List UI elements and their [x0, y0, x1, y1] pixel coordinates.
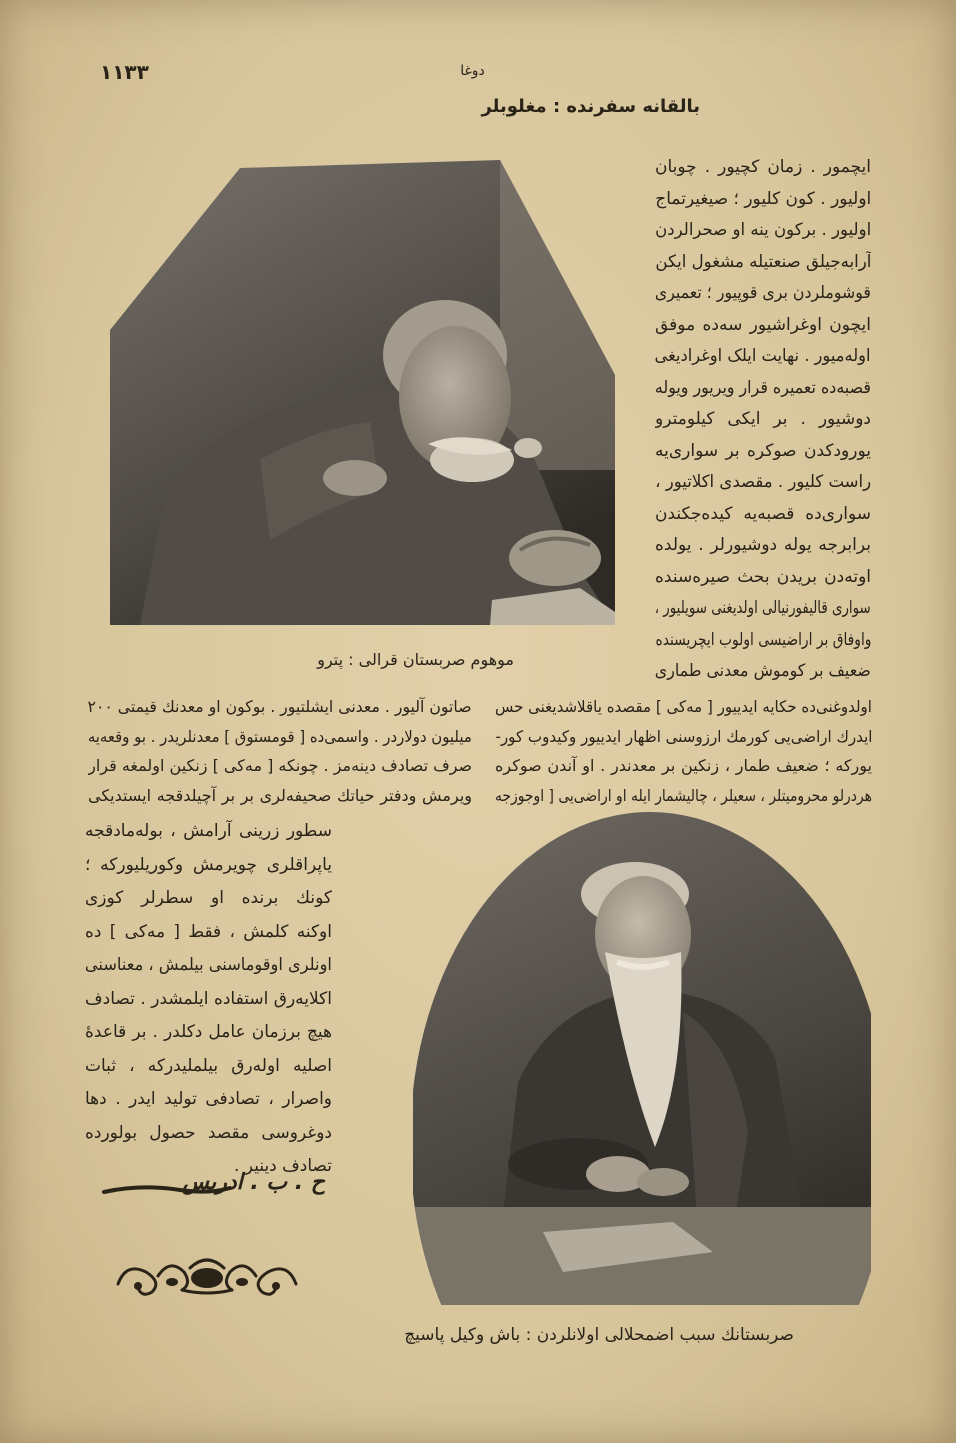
- text-line-content: اوله‌میور . نهایت ایلک اوغرادیغی: [655, 346, 871, 366]
- text-line-content: اولیور . کون کلیور ؛ صیغیرتماج: [655, 188, 871, 209]
- text-line-content: واوفاق بر اراضیسی اولوب ایچریسنده: [655, 629, 871, 650]
- text-line-content: راست کلیور . مقصدی اکلاتیور ،: [655, 472, 871, 492]
- text-line: [495, 781, 872, 811]
- text-line-content: یاپراقلری چویرمش وکوریلیورکه ؛: [85, 854, 332, 875]
- text-line-content: اوکنه کلمش ، فقط [ مه‌کی ] ده: [85, 921, 332, 942]
- text-line: [655, 341, 871, 373]
- text-line-content: سواری‌ده قصبه‌یه کیده‌جکندن: [655, 503, 871, 524]
- text-line: [88, 692, 472, 722]
- left-paragraph-text: [88, 692, 472, 810]
- text-line: [655, 436, 871, 468]
- text-line: [85, 949, 332, 983]
- text-line: [655, 467, 871, 499]
- text-line: [655, 152, 871, 184]
- text-line-content: اکلایه‌رق استفاده ایلمشدر . تصادف: [85, 988, 332, 1009]
- text-line-content: اونلری اوقوماسنی بیلمش ، معناسنی: [85, 955, 332, 975]
- text-line: [85, 1050, 332, 1084]
- text-line-content: ایدرك اراضی‌یی کورمك ارزوسنی اظهار ایدییور وکیدوب کور-: [495, 726, 872, 746]
- text-line-content: ضعیف بر کوموش معدنی طماری: [655, 661, 871, 681]
- bottom-photo-caption: [402, 1320, 794, 1350]
- author-signature: [100, 1166, 325, 1208]
- text-line: [495, 692, 872, 722]
- text-line: [85, 815, 332, 849]
- text-line-content: اصلیه اوله‌رق بیلملیدرکه ، ثبات: [85, 1055, 332, 1076]
- text-line-content: ویرمش ودفتر حیاتك صحیفه‌لری بر بر آچیلدقجه ایستدیکی: [88, 785, 472, 805]
- decorative-ornament: [112, 1254, 302, 1300]
- text-line-content: واصرار ، تصادفی تولید ایدر . دها: [85, 1089, 332, 1109]
- text-line: [85, 882, 332, 916]
- text-line: [85, 1016, 332, 1050]
- text-line: [655, 562, 871, 594]
- text-line-content: ایچون اوغراشیور سه‌ده موفق: [655, 314, 871, 335]
- text-line-content: تصادف دینیر .: [234, 1156, 332, 1176]
- text-line-content: اوته‌دن بریدن بحث صیره‌سنده: [655, 566, 871, 587]
- text-line-content: صاتون آلیور . معدنی ایشلتیور . بوکون او معدنك قیمتی ۲۰۰: [88, 697, 472, 716]
- text-line: [655, 278, 871, 310]
- text-line-content: یورکه ؛ ضعیف طمار ، زنکین بر معدندر . او آندن صوکره: [495, 756, 872, 775]
- caption-text: [262, 645, 514, 675]
- text-line-content: هردرلو محرومیتلر ، سعیلر ، چالیشمار ایله او اراضی‌یی [ اوجوزجه: [495, 785, 872, 805]
- text-line: [655, 247, 871, 279]
- text-line: [85, 1083, 332, 1117]
- text-line-content: دوشیور . بر ایکی کیلومترو: [655, 409, 871, 429]
- left-column-text: [85, 815, 332, 1184]
- text-line: [655, 215, 871, 247]
- text-line: [85, 983, 332, 1017]
- text-line: [655, 404, 871, 436]
- text-line: [655, 373, 871, 405]
- article-title-text: [455, 96, 700, 117]
- text-line-content: اولیور . برکون ینه او صحرالردن: [655, 220, 871, 240]
- text-line-content: ایچمور . زمان کچیور . چوبان: [655, 157, 871, 177]
- text-line-content: اولدوغنی‌ده حکایه ایدییور [ مه‌کی ] مقصده یاقلاشدیغنی حس: [495, 697, 872, 716]
- text-line-content: آرابه‌جیلق صنعتیله مشغول ایکن: [655, 251, 871, 272]
- right-column-text: [655, 152, 871, 688]
- text-line-content: کونك برنده او سطرلر کوزی: [85, 888, 332, 908]
- text-line: [88, 781, 472, 811]
- text-line: [655, 184, 871, 216]
- text-line-content: میلیون دولاردر . واسمی‌ده [ قومستوق ] معدنلریدر . بو وقعه‌یه: [88, 726, 472, 746]
- text-line: [655, 499, 871, 531]
- page-number: ۱۱۳۳: [100, 60, 149, 84]
- text-line-content: بالقانه سفرنده : مغلوبلر: [481, 96, 700, 117]
- text-line: [655, 530, 871, 562]
- running-head: دوغا: [460, 63, 485, 79]
- text-line: [655, 625, 871, 657]
- text-line: [655, 593, 871, 625]
- text-line-content: برابرجه یوله دوشیورلر . یولده: [655, 535, 871, 555]
- text-line-content: دوغروسی مقصد حصول بولورده: [85, 1122, 332, 1143]
- text-line: [85, 916, 332, 950]
- text-line: [85, 849, 332, 883]
- top-photo-caption: [262, 645, 514, 675]
- text-line-content: یورودکدن صوکره بر سواری‌یه: [655, 440, 871, 461]
- text-line: [495, 722, 872, 752]
- text-line: [655, 656, 871, 688]
- continuation-text: [495, 692, 872, 810]
- signature-text: ح . ب . ادریس: [182, 1170, 325, 1195]
- text-line-content: قصبه‌ده تعمیره قرار ویریور ویوله: [655, 377, 871, 398]
- text-line: [85, 1117, 332, 1151]
- text-line-content: سطور زرینی آرامش ، بوله‌مادقجه: [85, 821, 332, 841]
- text-line-content: صربستانك سبب اضمحلالی اولانلردن : باش وکیل پاسیچ: [404, 1325, 794, 1345]
- text-line-content: صرف تصادف دینه‌مز . چونکه [ مه‌کی ] زنکین اولمغه قرار: [88, 756, 472, 775]
- text-line: [495, 751, 872, 781]
- text-line: [88, 751, 472, 781]
- text-line-content: سواری قالیفورنیالی اولدیغنی سویلیور ،: [655, 598, 871, 618]
- text-line: [655, 310, 871, 342]
- article-title: [455, 96, 700, 117]
- ornament-swirls: [112, 1254, 302, 1300]
- text-line: [88, 722, 472, 752]
- text-line-content: قوشوملردن بری قوپیور ؛ تعمیری: [655, 283, 871, 303]
- caption-text: [402, 1320, 794, 1350]
- text-line-content: موهوم صربستان قرالی : پترو: [317, 650, 514, 669]
- text-line-content: هیچ برزمان عامل دکلدر . بر قاعدهٔ: [85, 1022, 332, 1042]
